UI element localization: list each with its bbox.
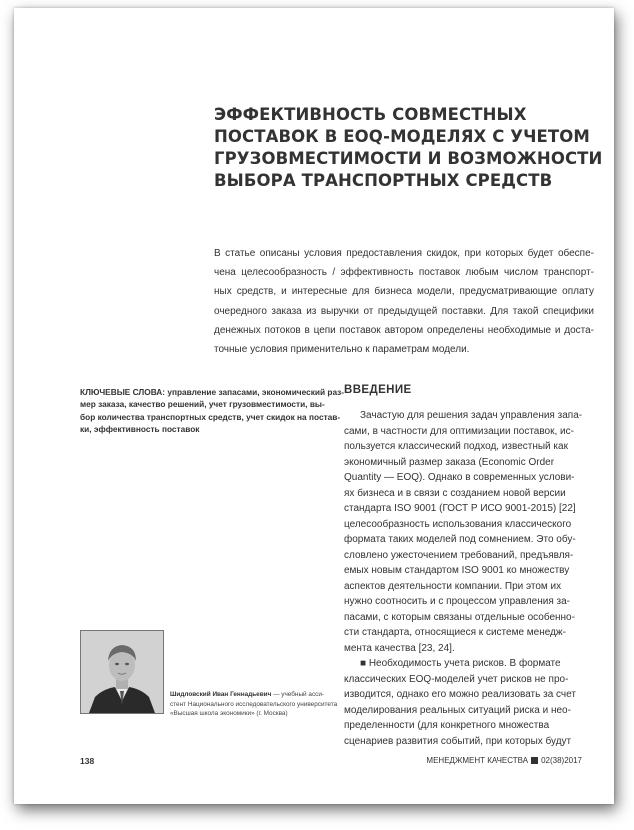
body-line: пределенности (для конкретного множества	[344, 720, 550, 731]
body-line: моделирования реальных ситуаций риска и нео-	[344, 704, 571, 716]
body-line: целесообразность использования классического	[344, 518, 572, 530]
body-line: классических EOQ-моделей учет рисков не про-	[344, 673, 569, 685]
body-line: стандарта ISO 9001 (ГОСТ Р ИСО 9001-2015) [22]	[344, 503, 576, 514]
author-info	[170, 690, 350, 719]
body-line: ях бизнеса и в связи с созданием новой версии	[344, 487, 566, 499]
body-line: нужно соотносить и с процессом управления за-	[344, 596, 571, 607]
author-line: «Высшая школа экономики» (г. Москва)	[170, 710, 288, 718]
keywords-line: мер заказа, качество решений, учет грузовместимости, вы-	[80, 399, 325, 410]
journal-page	[14, 8, 614, 804]
body-line: Quantity — EOQ). Однако в современных услови-	[344, 472, 575, 483]
abstract-line: чена целесообразность / эффективность поставок любым числом транспорт-	[214, 267, 594, 279]
abstract-line: В статье описаны условия предоставления скидок, при которых будет обеспе-	[214, 248, 594, 259]
body-line: сами, в частности для оптимизации поставок, ис-	[344, 425, 574, 437]
author-line	[170, 690, 350, 700]
section-heading: ВВЕДЕНИЕ	[344, 384, 412, 396]
journal-footer	[426, 756, 582, 765]
abstract	[214, 244, 594, 359]
keywords-line: КЛЮЧЕВЫЕ СЛОВА: управление запасами, экономический раз-	[80, 387, 345, 397]
keywords-line: ки, эффективность поставок	[80, 424, 200, 435]
body-line: словлено ужесточением требований, предъявля-	[344, 549, 574, 561]
page-number: 138	[80, 756, 95, 766]
body-line: пасами, с которым связаны отдельные особенно-	[344, 611, 575, 623]
body-line: емых новым стандартом ISO 9001 ко множеству	[344, 565, 570, 576]
title-line: ГРУЗОВМЕСТИМОСТИ И ВОЗМОЖНОСТИ	[214, 149, 603, 168]
title-line: ВЫБОРА ТРАНСПОРТНЫХ СРЕДСТВ	[214, 171, 553, 190]
article-title	[214, 104, 603, 192]
author-name: Шидловский Иван Геннадьевич	[170, 691, 272, 698]
body-line: аспектов деятельности компании. При этом их	[344, 580, 562, 592]
title-line: ПОСТАВОК В EOQ-МОДЕЛЯХ С УЧЕТОМ	[214, 127, 590, 146]
keywords-line: бор количества транспортных средств, учет скидок на постав-	[80, 411, 341, 422]
abstract-line: точные условия применительно к параметрам модели.	[214, 344, 470, 356]
body-line: Зачастую для решения задач управления запа-	[360, 410, 583, 421]
abstract-line: очередного заказа из выручки от предыдущей поставки. Для такой специфики	[214, 305, 594, 317]
body-line: пользуется классический подход, известный как	[344, 441, 568, 452]
body-line: формата таких моделей под сомнением. Это обу-	[344, 534, 576, 545]
body-line: мента качества [23, 24].	[344, 642, 455, 654]
body-line: экономичный размер заказа (Economic Order	[344, 456, 555, 468]
author-photo	[80, 630, 164, 714]
square-separator-icon	[531, 757, 538, 764]
body-line: ■ Необходимость учета рисков. В формате	[360, 658, 561, 669]
body-line: изводится, однако его можно реализовать за счет	[344, 689, 576, 700]
abstract-line: денежных потоков в цепи поставок автором определены необходимые и доста-	[214, 324, 594, 336]
title-line: ЭФФЕКТИВНОСТЬ СОВМЕСТНЫХ	[214, 105, 527, 124]
author-portrait	[81, 631, 163, 713]
journal-name: МЕНЕДЖМЕНТ КАЧЕСТВА	[426, 756, 529, 765]
body-text	[344, 408, 598, 749]
journal-issue: 02(38)2017	[541, 756, 582, 765]
author-role: — учебный асси-	[271, 691, 325, 698]
author-line: стент Национального исследовательского университета	[170, 700, 338, 708]
keywords	[80, 386, 345, 436]
abstract-line: ных средств, и интересные для бизнеса модели, предусматривающие оплату	[214, 286, 594, 298]
body-line: сценариев развития событий, при которых будут	[344, 735, 572, 747]
body-line: сти стандарта, относящиеся к системе менедж-	[344, 627, 566, 638]
